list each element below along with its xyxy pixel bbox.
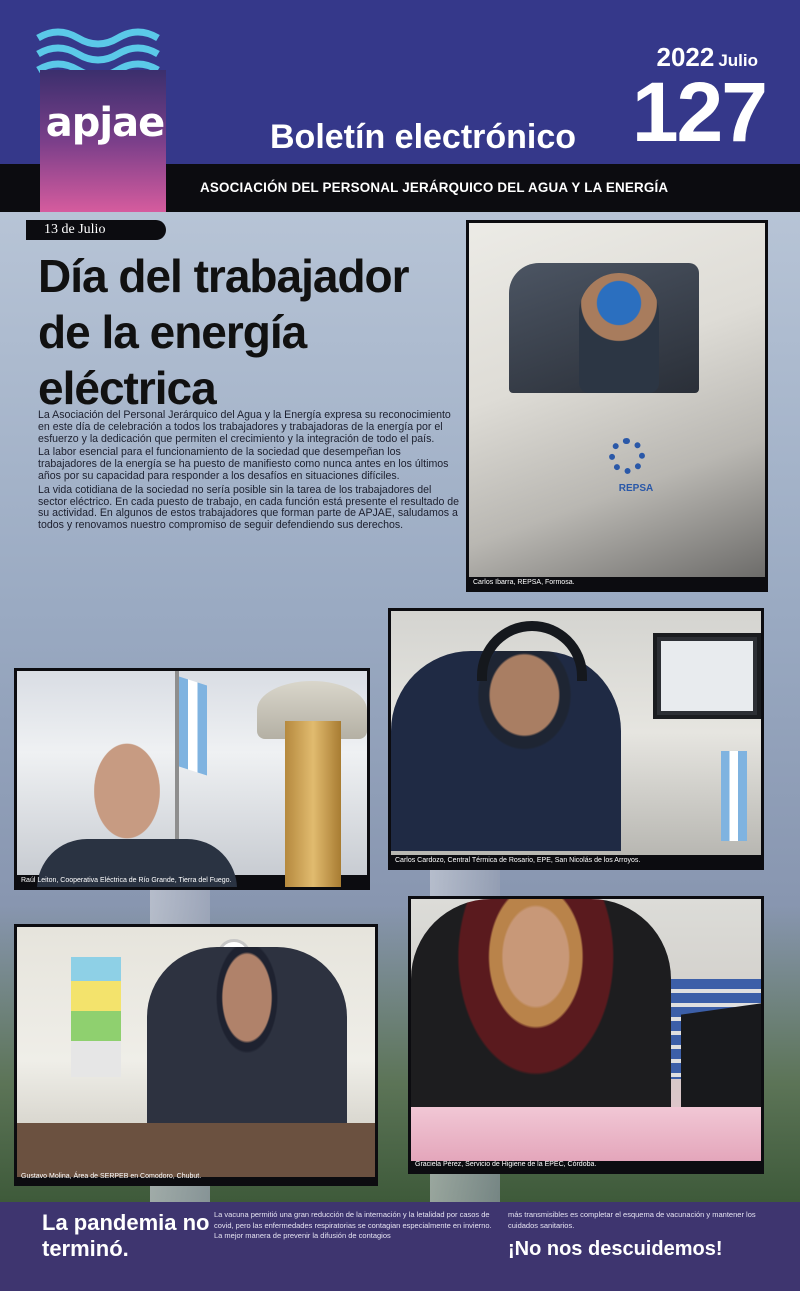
photo-control-room [388,608,764,870]
article-title: Día del trabajador de la energía eléctrica [38,250,409,414]
photo-caption: Carlos Ibarra, REPSA, Formosa. [473,579,575,586]
issue-number: 127 [631,65,766,159]
photo-image [391,611,761,855]
worker-figure [391,651,621,851]
photo-caption: Carlos Cardozo, Central Térmica de Rosario, EPE, San Nicolás de los Arroyos. [395,857,641,864]
article-body [38,410,460,534]
monitor-screen [661,641,753,711]
apjae-logo [36,24,168,194]
argentina-flag-icon [179,676,207,775]
issue-month: Julio [718,51,758,70]
photo-image [17,927,375,1171]
water-tower [285,721,341,890]
article-paragraph: La Asociación del Personal Jerárquico del Agua y la Energía expresa su reconocimiento en este día de celebración a todos los trabajadores y trabajadoras de la energía por el esfuerzo y la dedicación que permiten el crecimiento y la integración de todo el país. [38,409,451,445]
footer-text: La vacuna permitió una gran reducción de la internación y la letalidad por casos de covid, pero las enfermedades respiratorias se contagian especialmente en invierno. La mejor manera de prevenir la difusión de contagios [214,1210,492,1240]
photo-caption: Raúl Leiton, Cooperativa Eléctrica de Río Grande, Tierra del Fuego. [21,877,232,884]
association-name: ASOCIACIÓN DEL PERSONAL JERÁRQUICO DEL AGUA Y LA ENERGÍA [200,180,669,195]
masthead [0,0,800,212]
desk [17,1123,378,1177]
desk-papers [411,1107,764,1161]
photo-office-man [14,924,378,1186]
date-tag: 13 de Julio [26,220,166,240]
wall-chart [71,957,121,1077]
bulletin-title: Boletín electrónico [270,118,577,156]
photo-image [411,899,761,1159]
issue-year: 2022 [656,42,715,72]
footer-banner [0,1202,800,1291]
company-emblem-text: REPSA [618,483,654,494]
photo-image [469,223,765,577]
photo-office-woman [408,896,764,1174]
photo-caption: Graciela Pérez, Servicio de Higiene de la EPEC, Córdoba. [415,1161,597,1168]
footer-call-to-action: ¡No nos descuidemos! [508,1238,723,1260]
argentina-flag-icon [721,751,747,841]
footer-text: más transmisibles es completar el esquema de vacunación y mantener los cuidados sanitarios. [508,1210,756,1230]
computer-monitor [653,633,761,719]
company-emblem-icon [609,438,645,474]
article-paragraph: La labor esencial para el funcionamiento de la sociedad que desempeñan los trabajadores de la energía se ha puesto de manifiesto como nunca antes en los últimos años por su capacidad para responder a los desafíos en situaciones difíciles. [38,446,449,482]
photo-image [17,671,367,875]
article-paragraph: La vida cotidiana de la sociedad no sería posible sin la tarea de los trabajadores del sector eléctrico. En cada puesto de trabajo, en cada función está presente el resultado de su actividad. En algunos de estos trabajadores que forman parte de APJAE, saludamos a todos y renovamos nuestro compromiso de seguir defendiendo sus derechos. [38,483,460,532]
worker-figure [579,273,659,393]
photo-caption: Gustavo Molina, Área de SERPEB en Comodoro, Chubut. [21,1173,202,1180]
photo-water-tower [14,668,370,890]
footer-title: La pandemia no terminó. [42,1210,210,1261]
photo-truck [466,220,768,592]
headset-icon [477,621,587,681]
logo-text: apjae [45,100,165,146]
